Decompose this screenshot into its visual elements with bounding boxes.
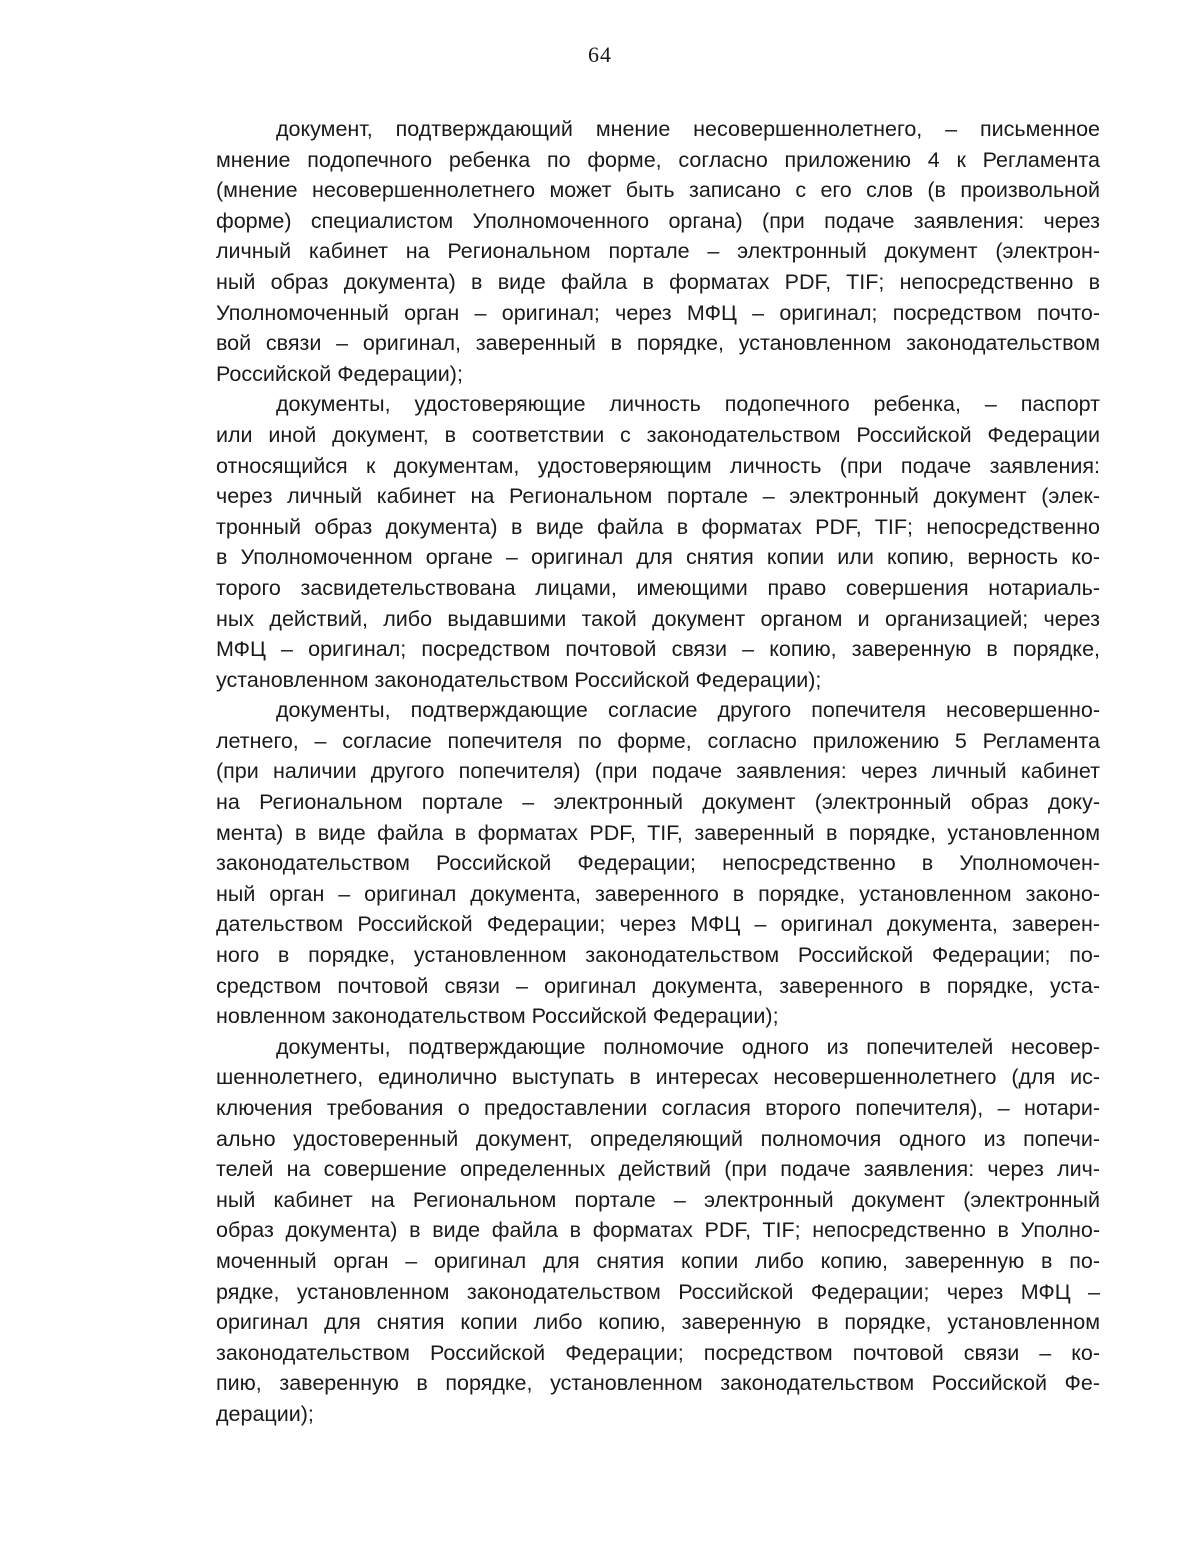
text-line: новленном законодательством Российской Федерации);	[216, 1004, 779, 1029]
text-line: ально удостоверенный документ, определяющий полномочия одного из попечи-	[216, 1126, 1100, 1151]
page-number: 64	[588, 42, 612, 67]
text-line: оригинал для снятия копии либо копию, заверенную в порядке, установленном	[216, 1310, 1100, 1335]
text-line: (при наличии другого попечителя) (при подаче заявления: через личный кабинет	[216, 759, 1100, 784]
text-line: документы, подтверждающие полномочие одного из попечителей несовер-	[276, 1034, 1100, 1059]
paragraph-1	[216, 114, 1100, 389]
paragraph-3	[216, 695, 1100, 1032]
text-line: в Уполномоченном органе – оригинал для снятия копии или копию, верность ко-	[216, 545, 1100, 570]
text-line: ных действий, либо выдавшими такой документ органом и организацией; через	[216, 606, 1100, 631]
text-line: средством почтовой связи – оригинал документа, заверенного в порядке, уста-	[216, 973, 1100, 998]
text-line: пию, заверенную в порядке, установленном законодательством Российской Фе-	[216, 1371, 1100, 1396]
text-line: дерации);	[216, 1401, 314, 1426]
text-line: (мнение несовершеннолетнего может быть записано с его слов (в произвольной	[216, 178, 1100, 203]
text-line: летнего, – согласие попечителя по форме, согласно приложению 5 Регламента	[216, 728, 1100, 753]
text-line: рядке, установленном законодательством Российской Федерации; через МФЦ –	[216, 1279, 1100, 1304]
text-line: ный образ документа) в виде файла в форматах PDF, TIF; непосредственно в	[216, 269, 1100, 294]
text-line: законодательством Российской Федерации; посредством почтовой связи – ко-	[216, 1340, 1100, 1365]
text-line: на Региональном портале – электронный документ (электронный образ доку-	[216, 790, 1100, 815]
text-line: относящийся к документам, удостоверяющим личность (при подаче заявления:	[216, 453, 1100, 478]
text-line: законодательством Российской Федерации; непосредственно в Уполномочен-	[216, 851, 1100, 876]
text-line: документы, подтверждающие согласие другого попечителя несовершенно-	[276, 698, 1100, 723]
text-line: форме) специалистом Уполномоченного органа) (при подаче заявления: через	[216, 208, 1100, 233]
text-line: через личный кабинет на Региональном портале – электронный документ (элек-	[216, 484, 1100, 509]
text-line: ный кабинет на Региональном портале – электронный документ (электронный	[216, 1187, 1100, 1212]
text-line: образ документа) в виде файла в форматах PDF, TIF; непосредственно в Уполно-	[216, 1218, 1100, 1243]
text-line: или иной документ, в соответствии с законодательством Российской Федерации	[216, 422, 1100, 447]
text-line: Уполномоченный орган – оригинал; через МФЦ – оригинал; посредством почто-	[216, 300, 1100, 325]
text-line: Российской Федерации);	[216, 361, 463, 386]
text-line: личный кабинет на Региональном портале – электронный документ (электрон-	[216, 239, 1100, 264]
text-line: мнение подопечного ребенка по форме, согласно приложению 4 к Регламента	[216, 147, 1100, 172]
text-line: МФЦ – оригинал; посредством почтовой связи – копию, заверенную в порядке,	[216, 637, 1100, 662]
text-line: тронный образ документа) в виде файла в форматах PDF, TIF; непосредственно	[216, 514, 1100, 539]
text-line: мента) в виде файла в форматах PDF, TIF, заверенный в порядке, установленном	[216, 820, 1100, 845]
text-line: моченный орган – оригинал для снятия копии либо копию, заверенную в по-	[216, 1248, 1100, 1273]
text-line: документ, подтверждающий мнение несовершеннолетнего, – письменное	[276, 117, 1100, 141]
text-line: ного в порядке, установленном законодательством Российской Федерации; по-	[216, 943, 1100, 968]
text-line: документы, удостоверяющие личность подопечного ребенка, – паспорт	[276, 392, 1100, 417]
paragraph-2	[216, 389, 1100, 695]
text-line: установленном законодательством Российской Федерации);	[216, 667, 822, 692]
text-line: телей на совершение определенных действий (при подаче заявления: через лич-	[216, 1157, 1100, 1182]
paragraph-4	[216, 1032, 1100, 1430]
text-line: торого засвидетельствована лицами, имеющими право совершения нотариаль-	[216, 575, 1100, 600]
text-line: ный орган – оригинал документа, заверенного в порядке, установленном законо-	[216, 881, 1100, 906]
text-line: ключения требования о предоставлении согласия второго попечителя), – нотари-	[216, 1096, 1100, 1120]
text-line: вой связи – оригинал, заверенный в порядке, установленном законодательством	[216, 331, 1100, 356]
text-line: дательством Российской Федерации; через МФЦ – оригинал документа, заверен-	[216, 912, 1100, 937]
text-line: шеннолетнего, единолично выступать в интересах несовершеннолетнего (для ис-	[216, 1065, 1100, 1090]
document-body	[216, 114, 1100, 1430]
